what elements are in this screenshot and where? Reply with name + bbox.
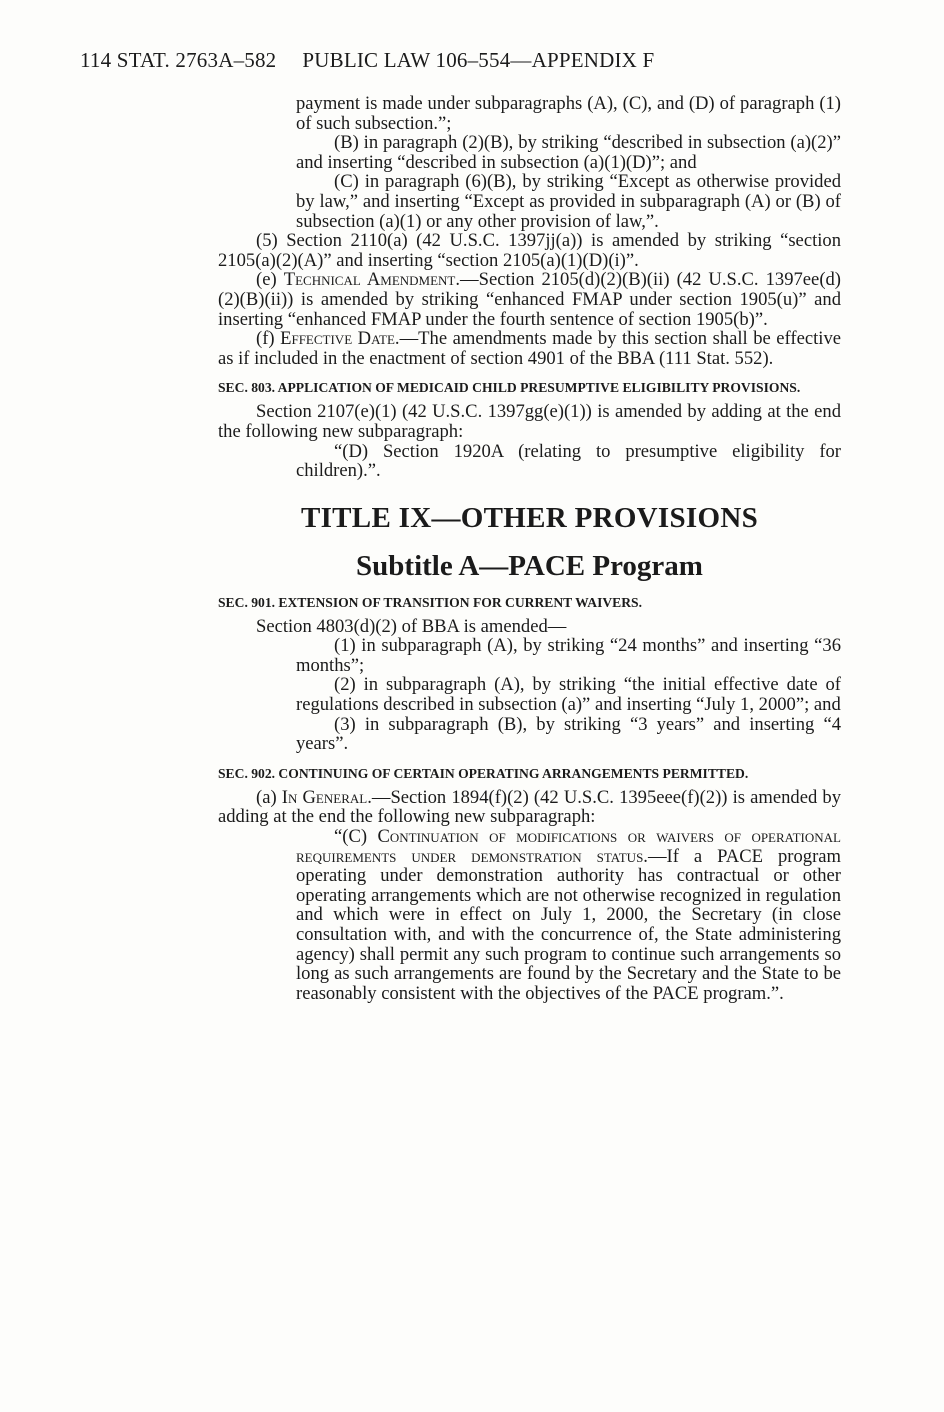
section-902-quote-text: “(C) Continuation of modifications or waivers of operational requirements under demonstration status.—If a PACE program operating under demonstration authority has contractual or other operating arrangements which are not otherwise recognized in regulation and which were in effect on July 1, 2000, the Secretary (in close consultation with, and with the concurrence of, the State administering agency) shall permit any such program to continue such arrangements so long as such arrangements are found by the Secretary and the State to be reasonably consistent with the objectives of the PACE program.”. — [296, 826, 841, 1004]
clause-b: (B) in paragraph (2)(B), by striking “described in subsection (a)(2)” and inserting “described in subsection (a)(1)(D)”; and — [296, 132, 841, 173]
paragraph-5: (5) Section 2110(a) (42 U.S.C. 1397jj(a)) is amended by striking “section 2105(a)(2)(A)” and inserting “section 2105(a)(1)(D)(i)”. — [218, 230, 841, 271]
title-heading: TITLE IX—OTHER PROVISIONS — [300, 501, 759, 534]
subsection-f: (f) Effective Date.—The amendments made by this section shall be effective as if included in the enactment of section 4901 of the BBA (111 Stat. 552). — [218, 328, 841, 369]
subsection-f-heading: Effective Date. — [280, 328, 400, 350]
running-header — [80, 48, 654, 73]
page-reference: 114 STAT. 2763A–582 — [80, 48, 277, 72]
section-901-intro: Section 4803(d)(2) of BBA is amended— — [256, 615, 567, 637]
section-803-quote: “(D) Section 1920A (relating to presumptive eligibility for children).”. — [296, 440, 841, 482]
section-902-subsection-a: (a) In General.—Section 1894(f)(2) (42 U.S.C. 1395eee(f)(2)) is amended by adding at the end the following new subparagraph: — [218, 786, 841, 828]
subtitle-heading: Subtitle A—PACE Program — [356, 549, 703, 582]
law-title: PUBLIC LAW 106–554—APPENDIX F — [302, 48, 655, 72]
paragraph-continuation: payment is made under subparagraphs (A), (C), and (D) of paragraph (1) of such subsection.”; — [296, 93, 841, 134]
section-901-item-3: (3) in subparagraph (B), by striking “3 years” and inserting “4 years”. — [296, 713, 841, 755]
section-902-subsection-a-heading: In General. — [281, 786, 372, 808]
section-901-heading: SEC. 901. EXTENSION OF TRANSITION FOR CURRENT WAIVERS. — [218, 594, 643, 610]
section-901-item-2: (2) in subparagraph (A), by striking “the initial effective date of regulations described in subsection (a)” and inserting “July 1, 2000”; and — [296, 674, 841, 716]
section-803-text: Section 2107(e)(1) (42 U.S.C. 1397gg(e)(1)) is amended by adding at the end the following new subparagraph: — [218, 401, 841, 442]
section-803-heading: SEC. 803. APPLICATION OF MEDICAID CHILD PRESUMPTIVE ELIGIBILITY PROVISIONS. — [218, 380, 801, 396]
section-902-heading: SEC. 902. CONTINUING OF CERTAIN OPERATING ARRANGEMENTS PERMITTED. — [218, 765, 749, 781]
section-902-quote-heading: Continuation of modifications or waivers of operational requirements under demonstration status. — [296, 826, 841, 867]
clause-c: (C) in paragraph (6)(B), by striking “Except as otherwise provided by law,” and inserting “Except as provided in subparagraph (A) or (B) of subsection (a)(1) or any other provision of law,”. — [296, 171, 841, 232]
document-body — [218, 94, 841, 1003]
section-901-item-1: (1) in subparagraph (A), by striking “24 months” and inserting “36 months”; — [296, 635, 841, 676]
subsection-e: (e) Technical Amendment.—Section 2105(d)(2)(B)(ii) (42 U.S.C. 1397ee(d)(2)(B)(ii)) is amended by striking “enhanced FMAP under section 1905(u)” and inserting “enhanced FMAP under the fourth sentence of section 1905(b)”. — [218, 269, 841, 330]
section-902-quote — [218, 827, 841, 1003]
subsection-e-heading: Technical Amendment. — [283, 269, 461, 291]
